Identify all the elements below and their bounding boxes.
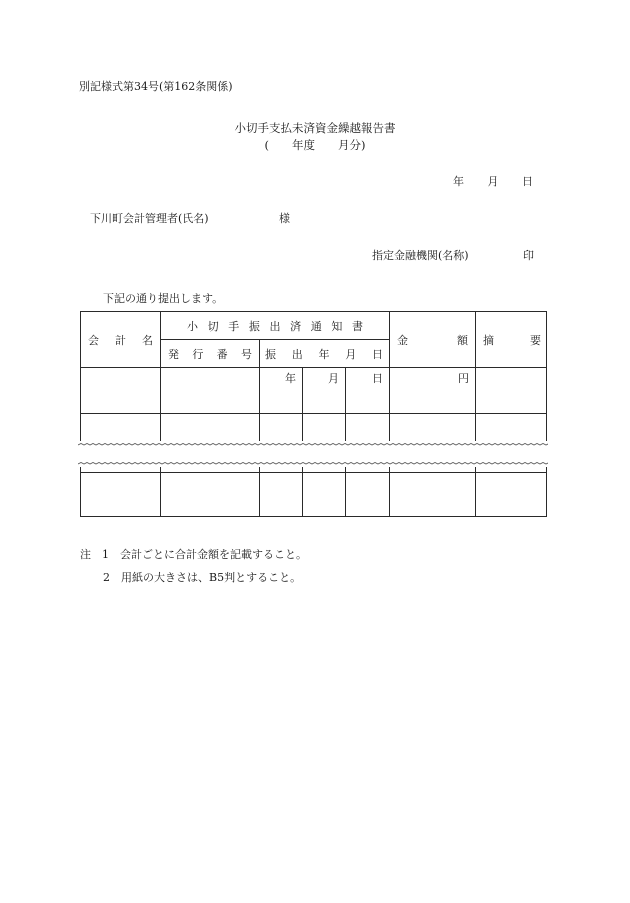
amount-header: [390, 312, 476, 368]
table-row: [81, 414, 547, 444]
table-cell[interactable]: [260, 473, 303, 517]
unit-month[interactable]: 月: [303, 368, 346, 414]
unit-yen[interactable]: 円: [390, 368, 476, 414]
table-cell[interactable]: [303, 414, 346, 444]
table-cell[interactable]: [390, 414, 476, 444]
addressee: 下川町会計管理者(氏名): [90, 212, 209, 225]
header-char: 振: [248, 319, 260, 333]
header-char: 名: [142, 333, 153, 347]
header-char: 月: [345, 347, 357, 361]
table-cell[interactable]: [390, 473, 476, 517]
header-char: 振: [265, 347, 276, 361]
seal-mark: 印: [523, 249, 534, 262]
date-day-label: 日: [522, 175, 533, 188]
table-cell[interactable]: [346, 414, 390, 444]
header-char: 小: [187, 319, 198, 333]
header-char: 金: [397, 333, 408, 347]
table-cell[interactable]: [303, 473, 346, 517]
header-char: 会: [88, 333, 99, 347]
table-cell[interactable]: [476, 473, 547, 517]
header-row-1: [81, 312, 547, 340]
table-cell[interactable]: [346, 473, 390, 517]
table-break-mark: [78, 441, 548, 467]
header-char: 済: [290, 319, 302, 333]
unit-year[interactable]: 年: [260, 368, 303, 414]
document-title: 小切手支払未済資金繰越報告書: [234, 121, 396, 135]
header-char: 番: [216, 347, 228, 361]
header-char: 行: [192, 347, 204, 361]
header-char: 年: [318, 347, 330, 361]
note-line-2: 2 用紙の大きさは、B5判とすること。: [103, 571, 302, 584]
bank-label: 指定金融機関(名称): [372, 249, 469, 262]
note-line-1: 注 1 会計ごとに合計金額を記載すること。: [80, 548, 307, 561]
header-char: 日: [372, 347, 383, 361]
header-char: 計: [115, 333, 126, 347]
form-number: 別記様式第34号(第162条関係): [79, 80, 233, 93]
issue-number-header: [161, 340, 260, 368]
table-cell[interactable]: [161, 414, 260, 444]
table-cell[interactable]: [476, 368, 547, 414]
header-char: 出: [269, 319, 281, 333]
table-cell[interactable]: [161, 473, 260, 517]
notice-header: [161, 312, 390, 340]
table-cell[interactable]: [476, 414, 547, 444]
document-subtitle: ( 年度 月分): [264, 138, 366, 152]
header-char: 摘: [483, 333, 494, 347]
header-char: 書: [352, 319, 363, 333]
honorific: 様: [279, 212, 290, 225]
header-char: 知: [331, 319, 343, 333]
table-row: [81, 368, 547, 414]
header-char: 出: [291, 347, 303, 361]
intro-text: 下記の通り提出します。: [103, 292, 224, 305]
table-cell[interactable]: [81, 414, 161, 444]
issue-date-header: [260, 340, 390, 368]
date-year-label: 年: [453, 175, 464, 188]
header-char: 発: [168, 347, 179, 361]
table-cell[interactable]: [81, 368, 161, 414]
header-char: 手: [228, 319, 240, 333]
report-table: [80, 311, 547, 517]
unit-day[interactable]: 日: [346, 368, 390, 414]
header-char: 通: [310, 319, 322, 333]
table-cell[interactable]: [81, 473, 161, 517]
table-cell[interactable]: [260, 414, 303, 444]
header-char: 額: [457, 333, 468, 347]
header-char: 要: [530, 333, 541, 347]
header-char: 切: [207, 319, 219, 333]
wavy-break-lines: [78, 441, 548, 467]
table-cell[interactable]: [161, 368, 260, 414]
date-month-label: 月: [487, 175, 499, 188]
table-row: [81, 473, 547, 517]
date-line: [453, 175, 533, 189]
account-name-header: [81, 312, 161, 368]
header-char: 号: [240, 347, 252, 361]
remarks-header: [476, 312, 547, 368]
